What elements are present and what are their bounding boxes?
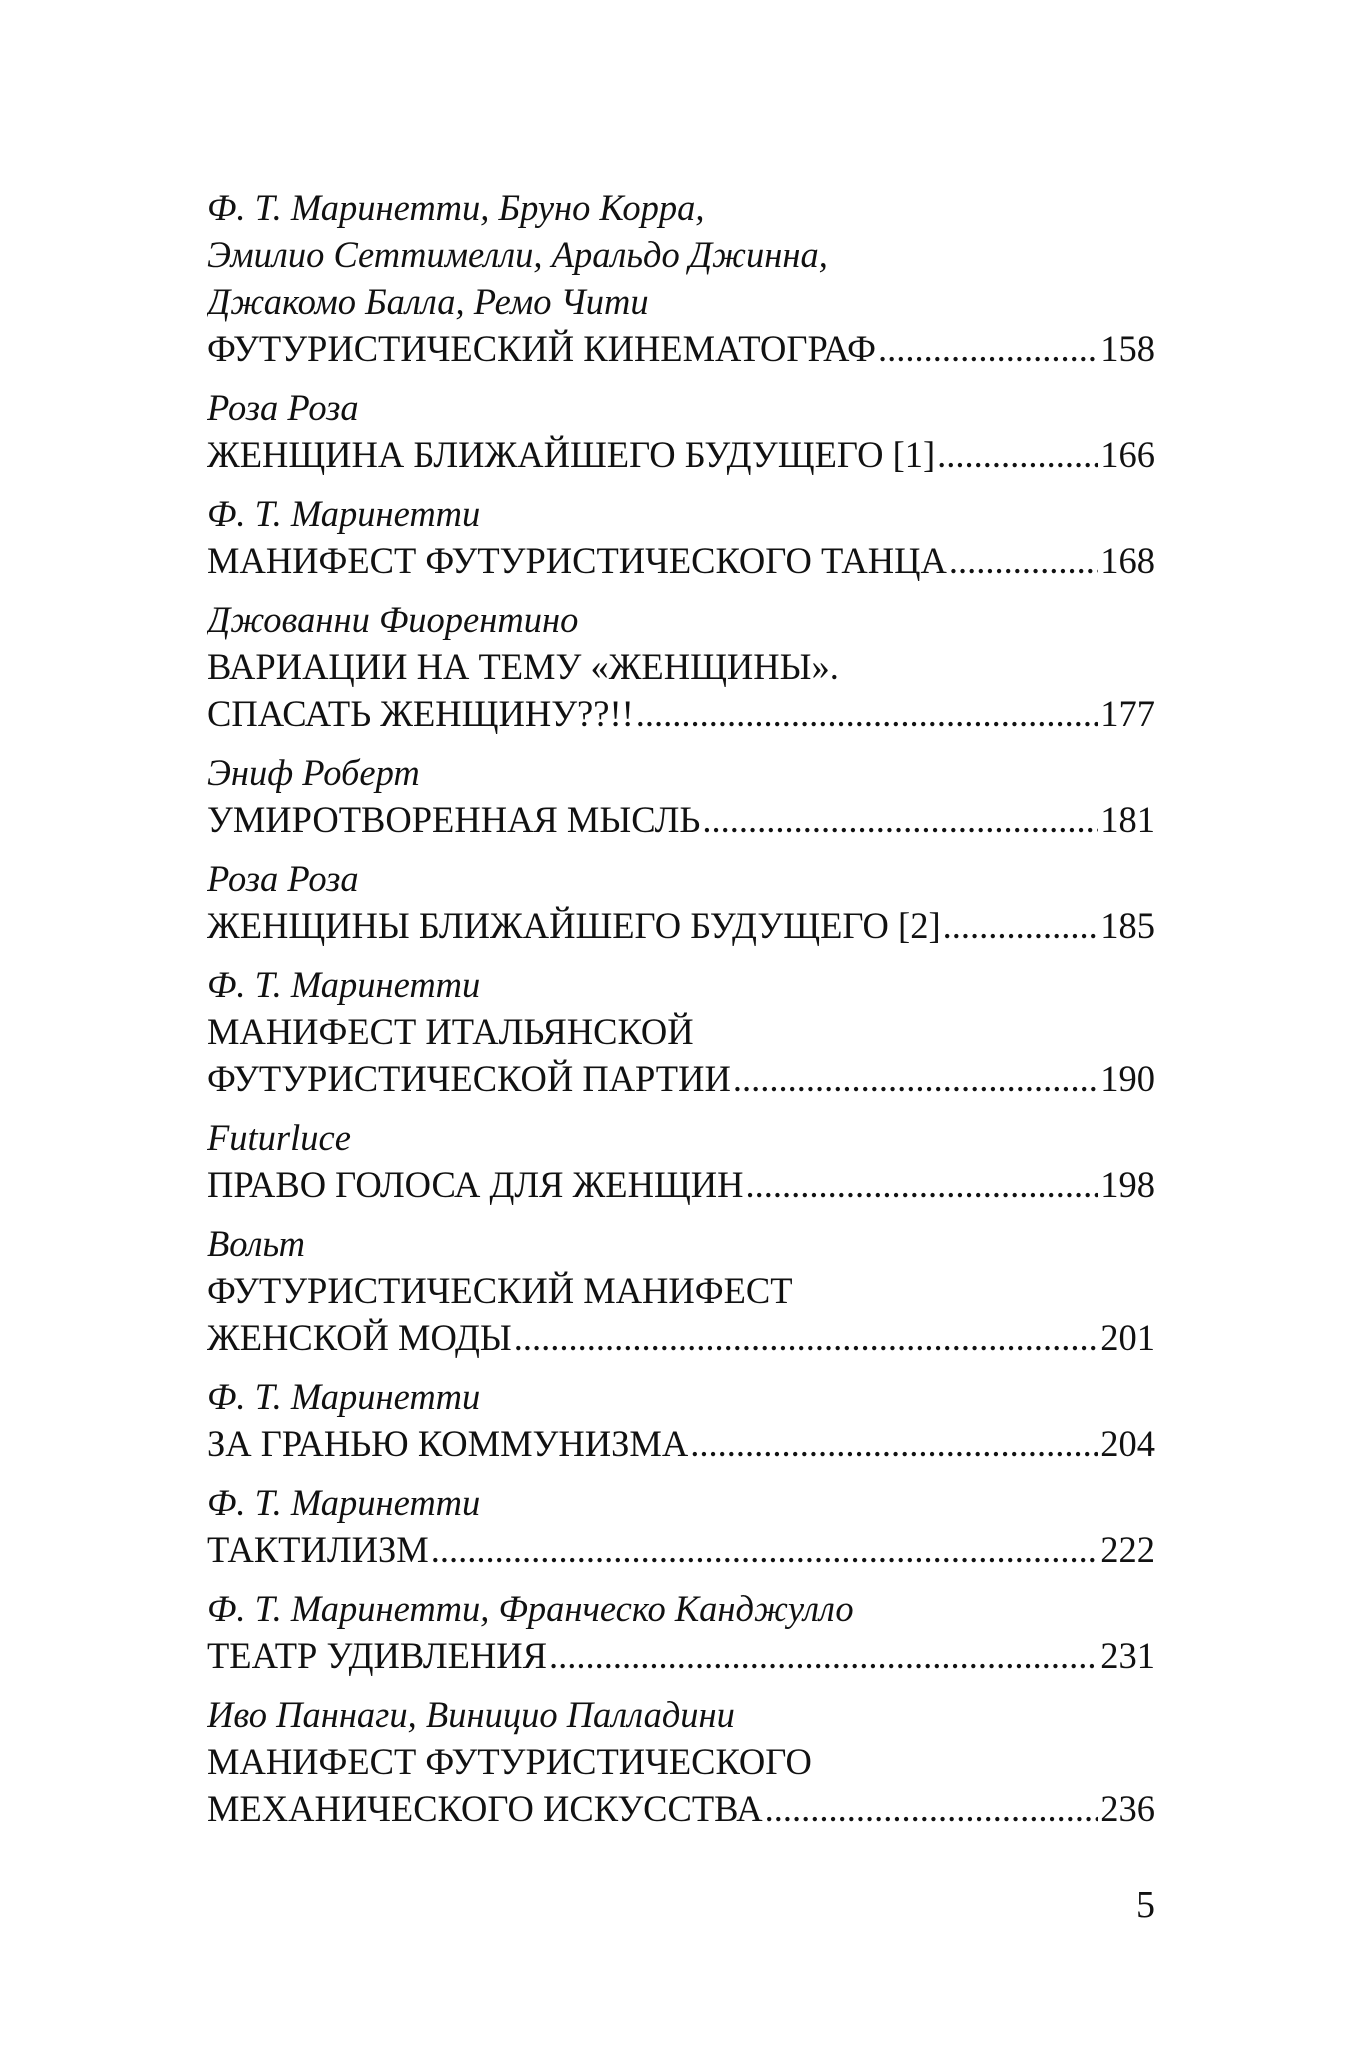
dot-leader bbox=[746, 1161, 1099, 1208]
toc-entry bbox=[207, 1114, 1155, 1208]
toc-entry-author: Ф. Т. Маринетти bbox=[207, 964, 481, 1005]
toc-entry-title-row bbox=[207, 1161, 1155, 1208]
toc-entry-title: ЖЕНСКОЙ МОДЫ bbox=[207, 1317, 512, 1358]
dot-leader bbox=[690, 1420, 1098, 1467]
toc-entry-page: 166 bbox=[1100, 434, 1155, 475]
toc-entry-page: 181 bbox=[1100, 799, 1155, 840]
toc-entry bbox=[207, 1691, 1155, 1832]
toc-entry-author: Ф. Т. Маринетти bbox=[207, 1376, 481, 1417]
toc-entry-title-line: ВАРИАЦИИ НА ТЕМУ «ЖЕНЩИНЫ». bbox=[207, 646, 839, 687]
toc-entry-title-row bbox=[207, 1314, 1155, 1361]
toc-entry-title-row bbox=[207, 431, 1155, 478]
toc-entry-title-row bbox=[207, 1632, 1155, 1679]
toc-entry-author: Роза Роза bbox=[207, 387, 359, 428]
toc-entry-title-row bbox=[207, 1526, 1155, 1573]
dot-leader bbox=[733, 1055, 1098, 1102]
toc-entry-author: Роза Роза bbox=[207, 858, 359, 899]
dot-leader bbox=[937, 431, 1098, 478]
dot-leader bbox=[549, 1632, 1098, 1679]
toc-entry-title: ФУТУРИСТИЧЕСКИЙ КИНЕМАТОГРАФ bbox=[207, 328, 877, 369]
toc-entry-author: Эмилио Сеттимелли, Аральдо Джинна, bbox=[207, 234, 828, 275]
toc-entry-title: ЗА ГРАНЬЮ КОММУНИЗМА bbox=[207, 1423, 689, 1464]
toc-entry bbox=[207, 1220, 1155, 1361]
toc-entry-page: 236 bbox=[1100, 1788, 1155, 1829]
toc-entry bbox=[207, 1373, 1155, 1467]
toc-entry-author: Джакомо Балла, Ремо Чити bbox=[207, 281, 649, 322]
toc-entry-title: ТЕАТР УДИВЛЕНИЯ bbox=[207, 1635, 547, 1676]
toc-entry-author: Ф. Т. Маринетти bbox=[207, 493, 481, 534]
toc-entry-author: Вольт bbox=[207, 1223, 306, 1264]
toc-entry bbox=[207, 384, 1155, 478]
toc-entry bbox=[207, 1479, 1155, 1573]
table-of-contents bbox=[207, 184, 1155, 1844]
toc-entry-title-row bbox=[207, 796, 1155, 843]
toc-entry-page: 158 bbox=[1100, 328, 1155, 369]
toc-entry-title: МАНИФЕСТ ФУТУРИСТИЧЕСКОГО ТАНЦА bbox=[207, 540, 947, 581]
toc-entry-page: 185 bbox=[1100, 905, 1155, 946]
page-number: 5 bbox=[1136, 1884, 1155, 1926]
toc-entry-title-row bbox=[207, 1785, 1155, 1832]
toc-entry-title-row bbox=[207, 325, 1155, 372]
toc-entry-author: Джованни Фиорентино bbox=[207, 599, 579, 640]
dot-leader bbox=[702, 796, 1098, 843]
toc-entry-author: Эниф Роберт bbox=[207, 752, 420, 793]
toc-entry-page: 201 bbox=[1100, 1317, 1155, 1358]
toc-entry-title: ТАКТИЛИЗМ bbox=[207, 1529, 429, 1570]
toc-entry bbox=[207, 961, 1155, 1102]
toc-entry-title-row bbox=[207, 537, 1155, 584]
dot-leader bbox=[765, 1785, 1099, 1832]
toc-entry-title-row bbox=[207, 1055, 1155, 1102]
toc-entry bbox=[207, 749, 1155, 843]
toc-entry-page: 198 bbox=[1100, 1164, 1155, 1205]
toc-entry-title-line: МАНИФЕСТ ФУТУРИСТИЧЕСКОГО bbox=[207, 1741, 812, 1782]
toc-entry-page: 190 bbox=[1100, 1058, 1155, 1099]
toc-entry-author: Futurluce bbox=[207, 1117, 351, 1158]
dot-leader bbox=[943, 902, 1099, 949]
toc-entry-title-row bbox=[207, 1420, 1155, 1467]
toc-entry-title: ФУТУРИСТИЧЕСКОЙ ПАРТИИ bbox=[207, 1058, 731, 1099]
toc-entry-author: Ф. Т. Маринетти, Бруно Корра, bbox=[207, 187, 705, 228]
toc-entry-page: 168 bbox=[1100, 540, 1155, 581]
toc-entry-title: ЖЕНЩИНЫ БЛИЖАЙШЕГО БУДУЩЕГО [2] bbox=[207, 905, 941, 946]
dot-leader bbox=[878, 325, 1098, 372]
dot-leader bbox=[949, 537, 1098, 584]
toc-entry-title: МЕХАНИЧЕСКОГО ИСКУССТВА bbox=[207, 1788, 763, 1829]
toc-entry-title-row bbox=[207, 690, 1155, 737]
dot-leader bbox=[636, 690, 1098, 737]
toc-entry-title: СПАСАТЬ ЖЕНЩИНУ??!! bbox=[207, 693, 634, 734]
toc-entry bbox=[207, 184, 1155, 372]
toc-entry-title: ПРАВО ГОЛОСА ДЛЯ ЖЕНЩИН bbox=[207, 1164, 744, 1205]
toc-entry-title: УМИРОТВОРЕННАЯ МЫСЛЬ bbox=[207, 799, 701, 840]
toc-entry-page: 177 bbox=[1100, 693, 1155, 734]
toc-entry-author: Ф. Т. Маринетти, Франческо Канджулло bbox=[207, 1588, 854, 1629]
toc-entry-title-line: ФУТУРИСТИЧЕСКИЙ МАНИФЕСТ bbox=[207, 1270, 793, 1311]
toc-entry bbox=[207, 490, 1155, 584]
toc-entry-page: 222 bbox=[1100, 1529, 1155, 1570]
dot-leader bbox=[514, 1314, 1099, 1361]
toc-entry-author: Иво Паннаги, Виницио Палладини bbox=[207, 1694, 735, 1735]
toc-entry bbox=[207, 596, 1155, 737]
toc-entry-page: 204 bbox=[1100, 1423, 1155, 1464]
toc-entry bbox=[207, 855, 1155, 949]
dot-leader bbox=[431, 1526, 1099, 1573]
toc-entry-title-row bbox=[207, 902, 1155, 949]
toc-entry-page: 231 bbox=[1100, 1635, 1155, 1676]
toc-entry-author: Ф. Т. Маринетти bbox=[207, 1482, 481, 1523]
toc-entry-title: ЖЕНЩИНА БЛИЖАЙШЕГО БУДУЩЕГО [1] bbox=[207, 434, 936, 475]
toc-entry-title-line: МАНИФЕСТ ИТАЛЬЯНСКОЙ bbox=[207, 1011, 694, 1052]
toc-entry bbox=[207, 1585, 1155, 1679]
